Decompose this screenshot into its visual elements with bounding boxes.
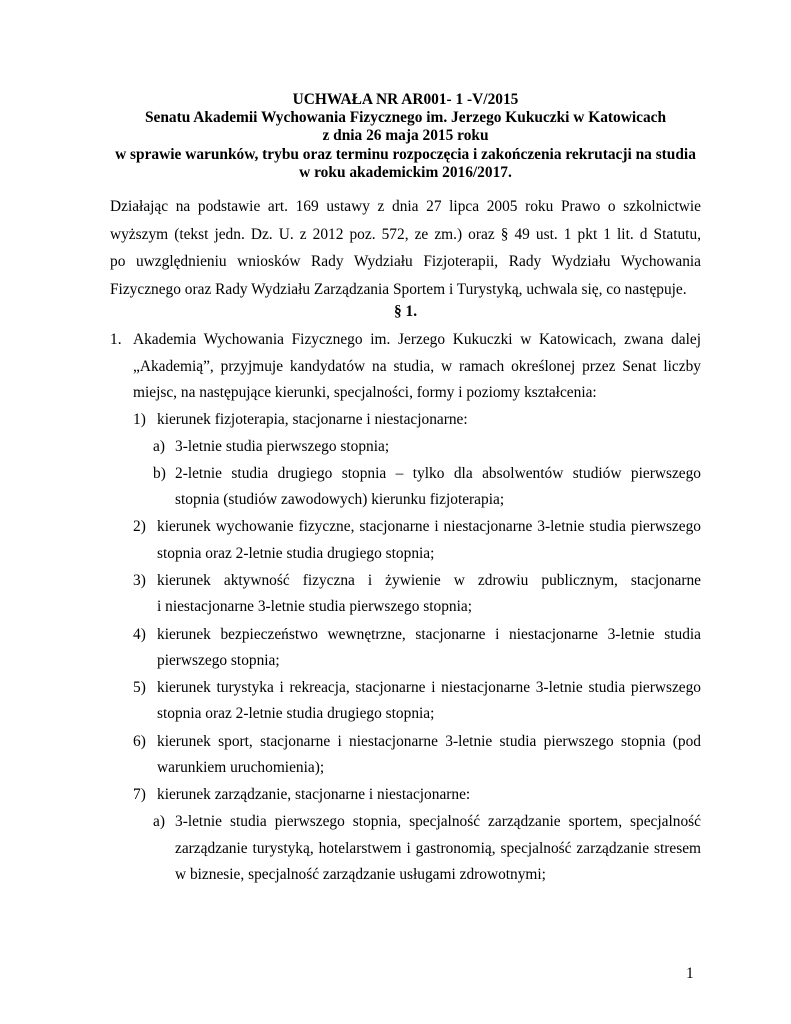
item-line: kierunek zarządzanie, stacjonarne i niestacjonarne: xyxy=(157,786,471,803)
subitem-line: 3-letnie studia pierwszego stopnia, specjalność zarządzanie sportem, specjalność xyxy=(175,813,701,830)
point-line: „Akademią”, przyjmuje kandydatów na studia, w ramach określonej przez Senat liczby xyxy=(133,358,701,375)
page-number: 1 xyxy=(686,965,694,982)
item-marker: 3) xyxy=(133,572,146,589)
item-line: pierwszego stopnia; xyxy=(157,652,280,669)
item-marker: 1) xyxy=(133,411,146,428)
item-line: stopnia oraz 2-letnie studia drugiego stopnia; xyxy=(157,545,435,562)
resolution-number: UCHWAŁA NR AR001- 1 -V/2015 xyxy=(292,91,519,108)
item-marker: 5) xyxy=(133,679,146,696)
resolution-subject-continued: w roku akademickim 2016/2017. xyxy=(299,163,512,181)
item-line: kierunek aktywność fizyczna i żywienie w zdrowiu publicznym, stacjonarne xyxy=(157,572,701,589)
subitem-line: zarządzanie turystyką, hotelarstwem i gastronomią, specjalność zarządzanie stresem xyxy=(175,840,701,857)
section-sign: § 1. xyxy=(393,303,418,320)
preamble-line: po uwzględnieniu wniosków Rady Wydziału Fizjoterapii, Rady Wydziału Wychowania xyxy=(110,253,701,271)
item-marker: 2) xyxy=(133,518,146,535)
item-line: kierunek turystyka i rekreacja, stacjonarne i niestacjonarne 3-letnie studia pierwszego xyxy=(157,679,701,696)
item-line: kierunek wychowanie fizyczne, stacjonarne i niestacjonarne 3-letnie studia pierwszego xyxy=(157,518,701,535)
point-marker: 1. xyxy=(110,331,122,348)
point-line: miejsc, na następujące kierunki, specjalności, formy i poziomy kształcenia: xyxy=(133,384,597,401)
issuing-body: Senatu Akademii Wychowania Fizycznego im. Jerzego Kukuczki w Katowicach xyxy=(144,109,667,127)
subitem-marker: b) xyxy=(153,465,166,482)
subitem-line: stopnia (studiów zawodowych) kierunku fizjoterapia; xyxy=(175,491,505,508)
preamble-line: wyższym (tekst jedn. Dz. U. z 2012 poz. 572, ze zm.) oraz § 49 ust. 1 pkt 1 lit. d Statutu, xyxy=(110,225,701,243)
subitem-line: w biznesie, specjalność zarządzanie usługami zdrowotnymi; xyxy=(175,866,546,883)
preamble-line: Działając na podstawie art. 169 ustawy z dnia 27 lipca 2005 roku Prawo o szkolnictwie xyxy=(110,198,701,215)
subitem-line: 2-letnie studia drugiego stopnia – tylko dla absolwentów studiów pierwszego xyxy=(175,465,701,482)
subitem-line: 3-letnie studia pierwszego stopnia; xyxy=(175,438,390,455)
preamble xyxy=(110,193,701,303)
item-line: i niestacjonarne 3-letnie studia pierwszego stopnia; xyxy=(157,598,472,615)
resolution-date: z dnia 26 maja 2015 roku xyxy=(322,127,489,145)
preamble-line: Fizycznego oraz Rady Wydziału Zarządzania Sportem i Turystyką, uchwala się, co następuje. xyxy=(110,280,687,298)
item-line: kierunek bezpieczeństwo wewnętrzne, stacjonarne i niestacjonarne 3-letnie studia xyxy=(157,626,701,643)
item-line: kierunek fizjoterapia, stacjonarne i niestacjonarne: xyxy=(157,411,468,428)
resolution-header xyxy=(110,91,701,182)
subitem-marker: a) xyxy=(153,813,165,830)
item-line: warunkiem uruchomienia); xyxy=(157,759,325,776)
subitem-marker: a) xyxy=(153,438,165,455)
item-line: stopnia oraz 2-letnie studia drugiego stopnia; xyxy=(157,705,435,722)
point-line: Akademia Wychowania Fizycznego im. Jerzego Kukuczki w Katowicach, zwana dalej xyxy=(133,331,701,348)
item-marker: 7) xyxy=(133,786,146,803)
item-marker: 4) xyxy=(133,626,146,643)
resolution-subject: w sprawie warunków, trybu oraz terminu rozpoczęcia i zakończenia rekrutacji na studia xyxy=(115,145,696,163)
item-line: kierunek sport, stacjonarne i niestacjonarne 3-letnie studia pierwszego stopnia (pod xyxy=(157,733,701,750)
item-marker: 6) xyxy=(133,733,146,750)
